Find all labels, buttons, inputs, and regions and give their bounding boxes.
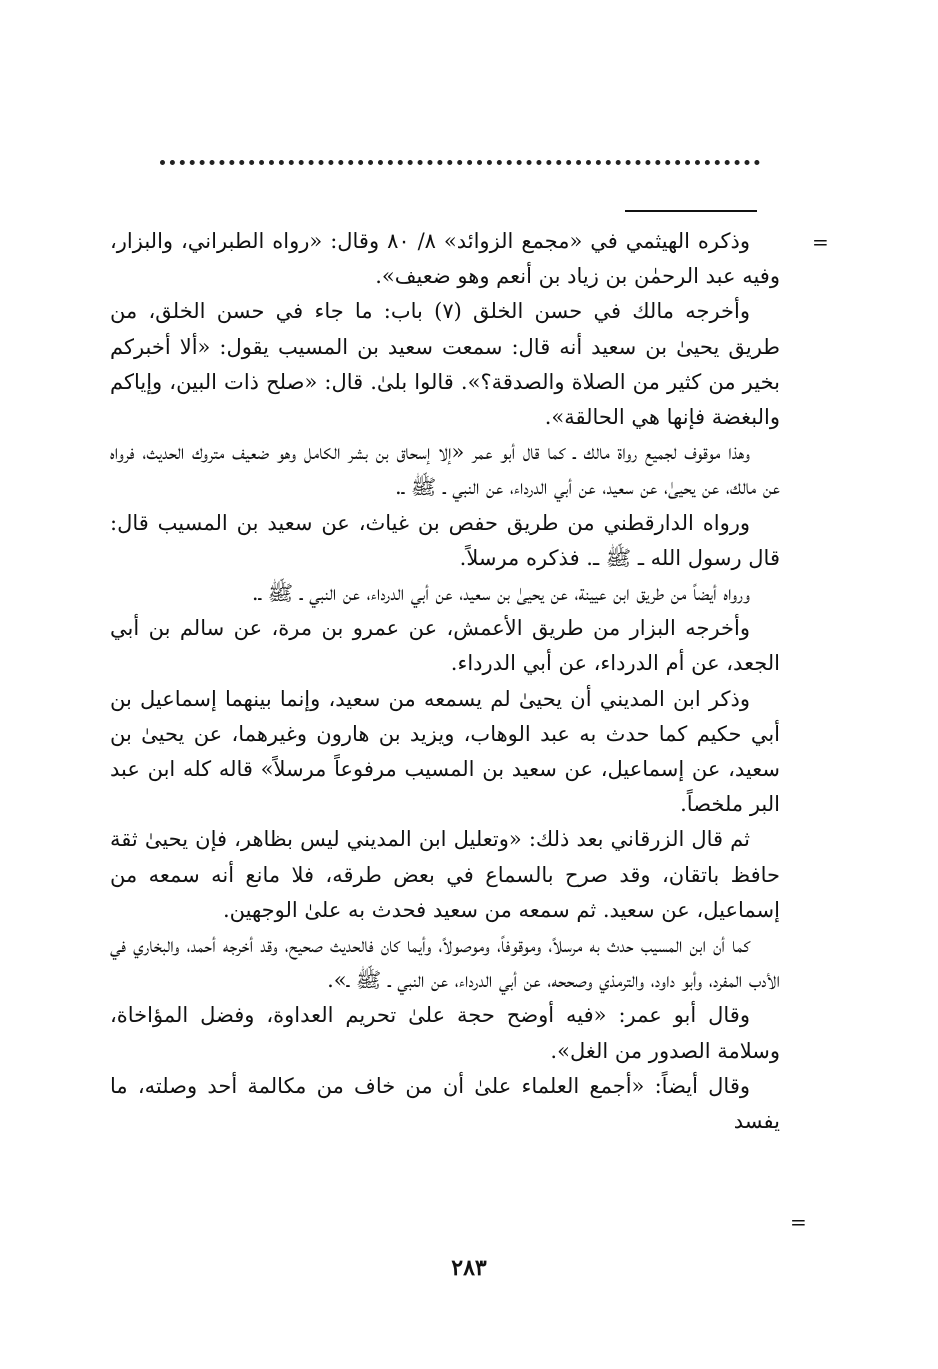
paragraph: وهذا موقوف لجميع رواة مالك ـ كما قال أبو عمر «إلا إسحاق بن بشر الكامل وهو ضعيف متروك الحديث، فرواه عن مالك، عن يحيىٰ، عن سعيد، عن أبي الدرداء، عن النبي ـ ﷺ ـ.	[110, 440, 780, 500]
paragraph: وأخرجه مالك في حسن الخلق (٧) باب: ما جاء في حسن الخلق، من طريق يحيىٰ بن سعيد أنه قال: سمعت سعيد بن المسيب يقول: «ألا أخبركم بخير من كثير من الصلاة والصدقة؟». قالوا بلىٰ. قال: «صلح ذات البين، وإياكم والبغضة فإنها هي الحالقة».	[110, 299, 780, 430]
paragraph: وقال أبو عمر: «فيه أوضح حجة علىٰ تحريم العداوة، وفضل المؤاخاة، وسلامة الصدور من الغل».	[110, 1003, 780, 1063]
paragraph: ورواه الدارقطني من طريق حفص بن غياث، عن سعيد بن المسيب قال: قال رسول الله ـ ﷺ ـ. فذكره مرسلاً.	[110, 510, 780, 570]
paragraph: كما أن ابن المسيب حدث به مرسلاً، وموقوفاً، وموصولاً، وأيما كان فالحديث صحيح، وقد أخرجه أحمد، والبخاري في الأدب المفرد، وأبو داود، والترمذي وصححه، عن أبي الدرداء، عن النبي ـ ﷺ ـ».	[110, 933, 780, 993]
paragraph: ثم قال الزرقاني بعد ذلك: «وتعليل ابن المديني ليس بظاهر، فإن يحيىٰ ثقة حافظ باتقان، وقد صرح بالسماع في بعض طرقه، فلا مانع أنه سمعه من إسماعيل، عن سعيد. ثم سمعه من سعيد فحدث به علىٰ الوجهين.	[110, 827, 780, 922]
separator-dots	[160, 160, 760, 165]
page-number: ٢٨٣	[451, 1255, 487, 1281]
footnote-rule	[625, 210, 757, 212]
paragraph: وأخرجه البزار من طريق الأعمش، عن عمرو بن مرة، عن سالم بن أبي الجعد، عن أم الدرداء، عن أبي الدرداء.	[110, 616, 780, 676]
paragraph: ورواه أيضاً من طريق ابن عيينة، عن يحيىٰ بن سعيد، عن أبي الدرداء، عن النبي ـ ﷺ ـ.	[251, 581, 750, 606]
continuation-mark-top: =	[812, 230, 829, 254]
paragraph: وذكره الهيثمي في «مجمع الزوائد» ٨/ ٨٠ وقال: «رواه الطبراني، والبزار، وفيه عبد الرحمٰن بن زياد بن أنعم وهو ضعيف».	[110, 229, 780, 289]
paragraph: وقال أيضاً: «أجمع العلماء علىٰ أن من خاف من مكالمة أحد وصلته، ما يفسد	[110, 1073, 780, 1134]
footnote-text	[110, 224, 780, 1139]
paragraph: وذكر ابن المديني أن يحيىٰ لم يسمعه من سعيد، وإنما بينهما إسماعيل بن أبي حكيم كما حدث به عبد الوهاب، ويزيد بن هارون وغيرهما، عن يحيىٰ بن سعيد، عن إسماعيل، عن سعيد بن المسيب مرفوعاً مرسلاً» قاله كله ابن عبد البر ملخصاً.	[110, 686, 780, 817]
continuation-mark-bottom: =	[790, 1210, 807, 1234]
